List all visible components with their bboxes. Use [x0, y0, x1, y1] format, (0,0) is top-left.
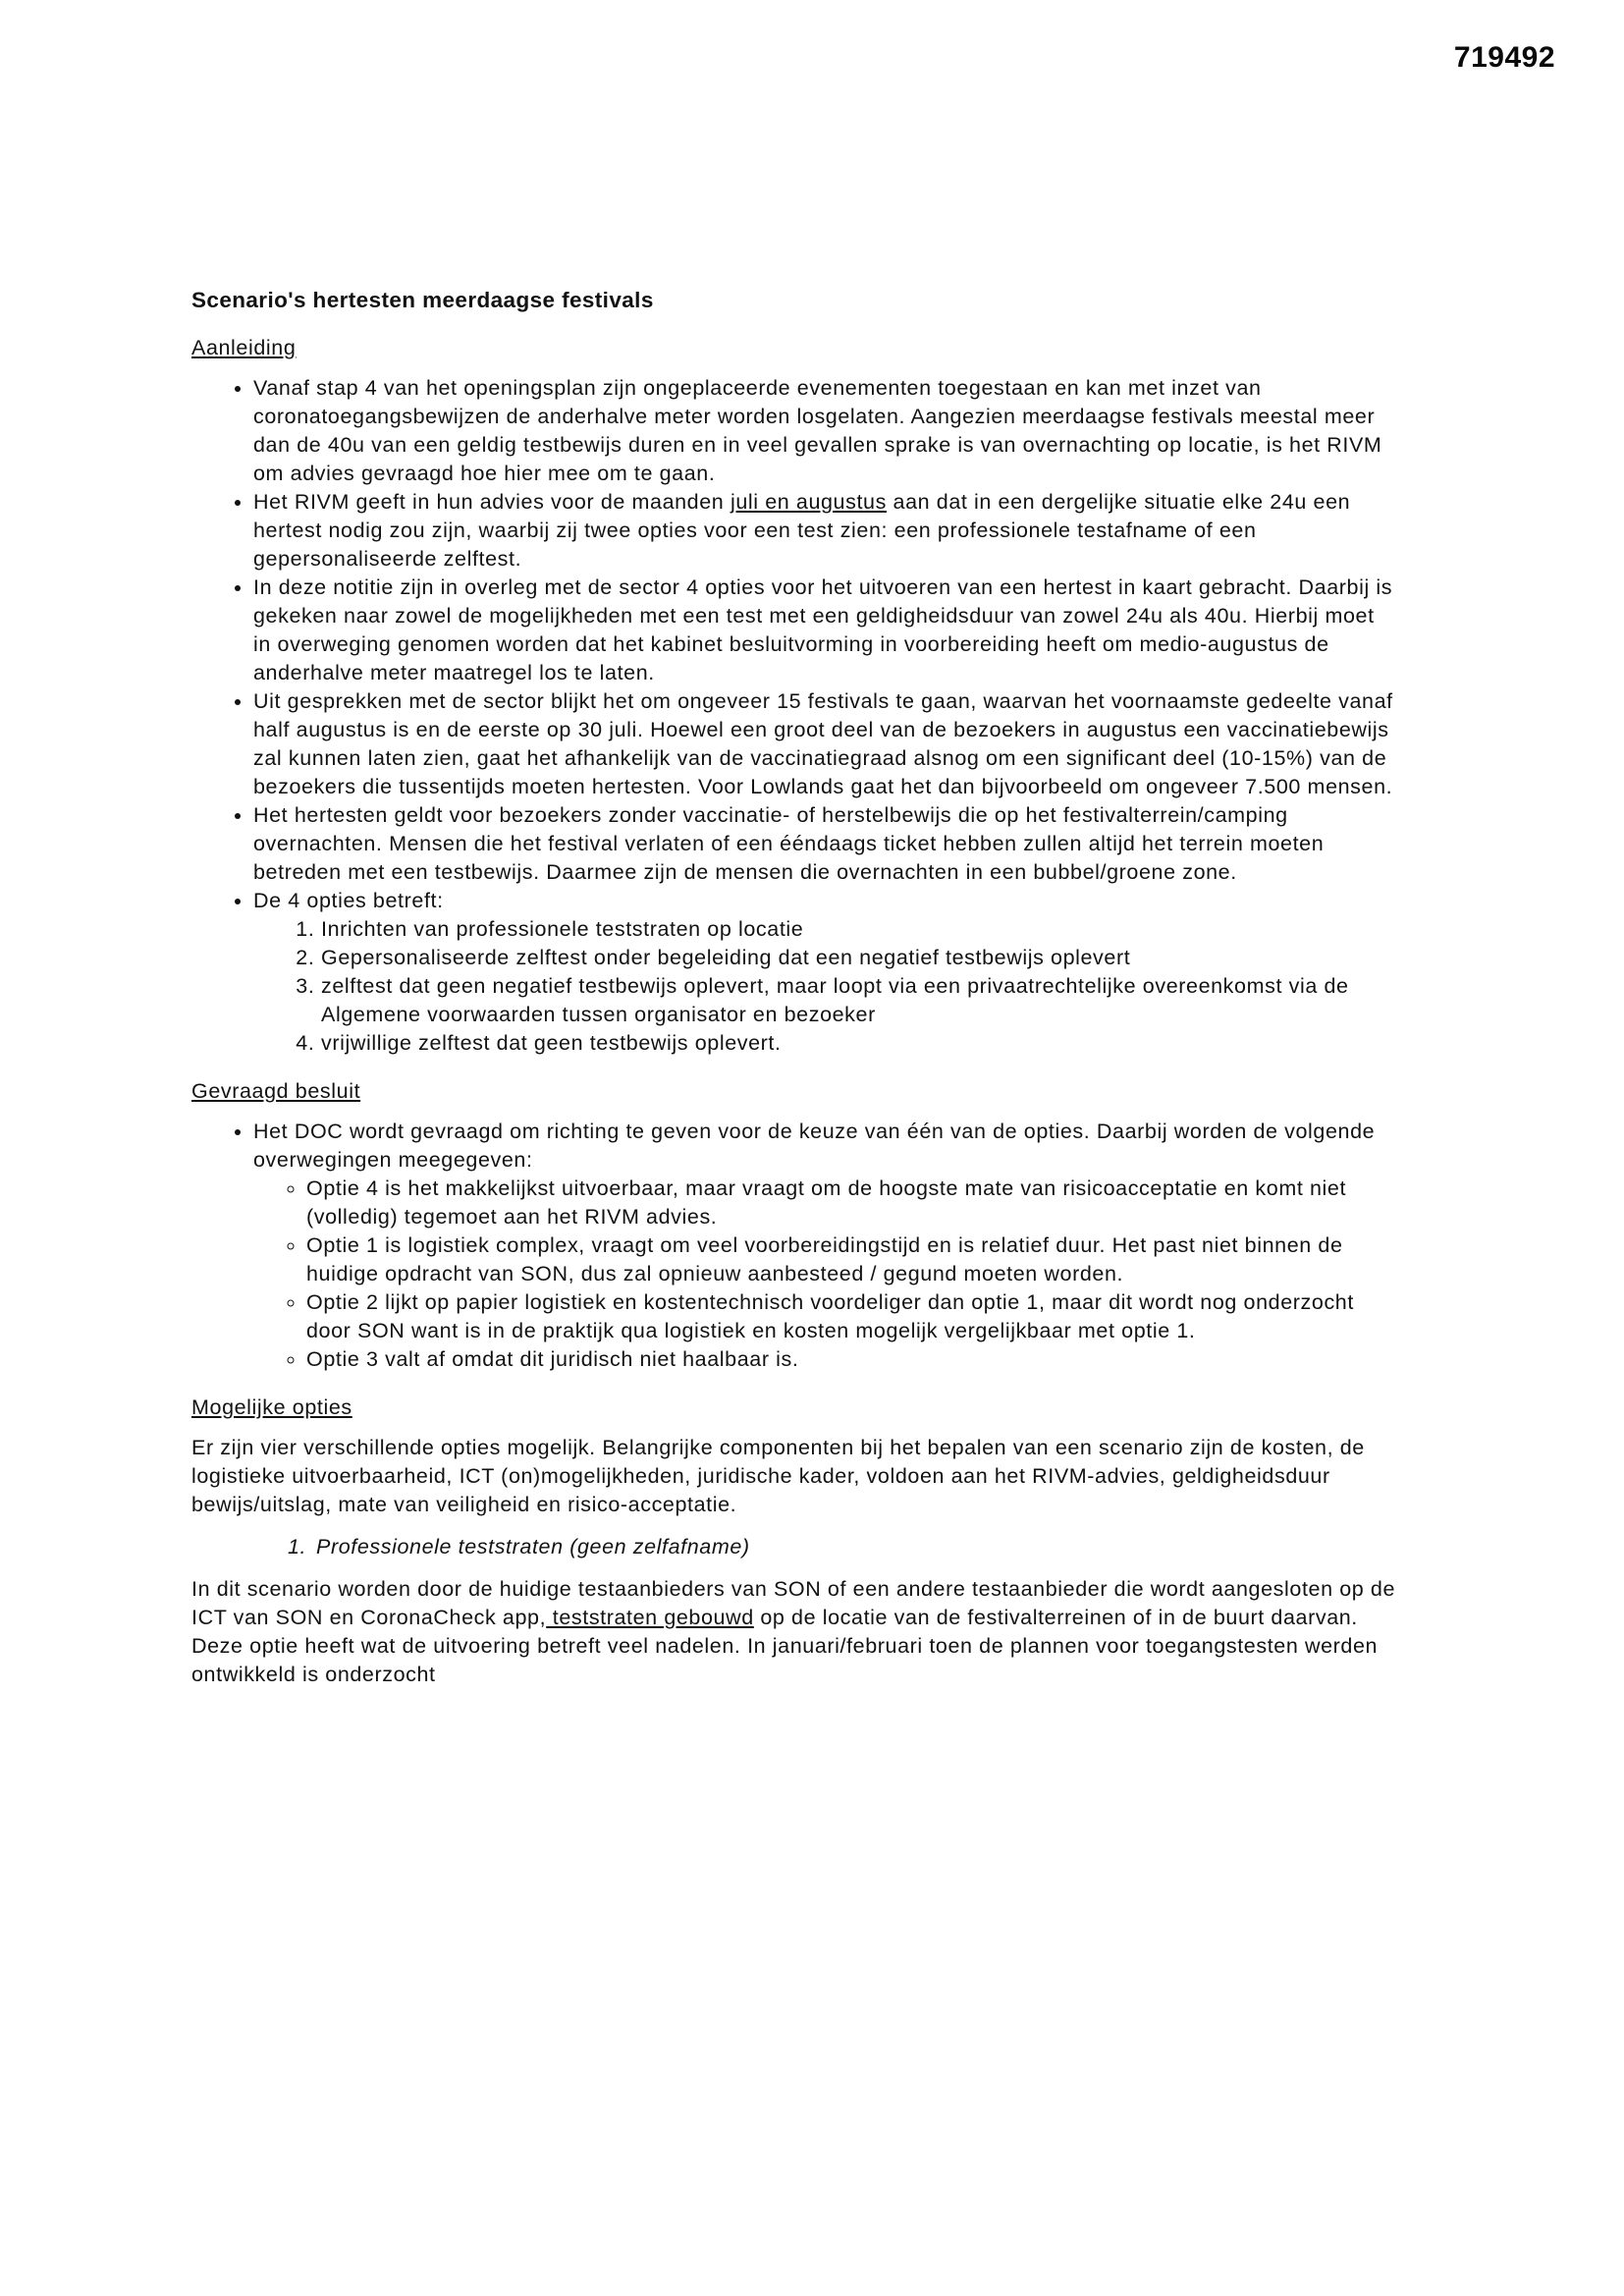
- bullet-item: [253, 488, 1396, 574]
- option-1-subheading: [191, 1533, 1396, 1561]
- section-heading-gevraagd-besluit: Gevraagd besluit: [191, 1079, 361, 1103]
- underlined-text: teststraten gebouwd: [546, 1606, 754, 1629]
- bullet-item: • Uit gesprekken met de sector blijkt het om ongeveer 15 festivals te gaan, waarvan het voornaamste gedeelte vanaf half augustus is en de eerste op 30 juli. Hoewel een groot deel van de bezoekers in augustus een vaccinatiebewijs zal kunnen laten zien, gaat het afhankelijk van de vaccinatiegraad alsnog om een significant deel (10-15%) van de bezoekers die tussentijds moeten hertesten. Voor Lowlands gaat het dan bijvoorbeeld om ongeveer 7.500 mensen.: [253, 687, 1396, 801]
- aanleiding-bullet-list: [191, 374, 1396, 1058]
- numbered-item: 1. Inrichten van professionele teststraten op locatie: [321, 915, 1396, 944]
- options-numbered-list: [253, 915, 1396, 1058]
- bullet-item: • In deze notitie zijn in overleg met de sector 4 opties voor het uitvoeren van een hertest in kaart gebracht. Daarbij is gekeken naar zowel de mogelijkheden met een test met een geldigheidsduur van zowel 24u als 40u. Hierbij moet in overweging genomen worden dat het kabinet besluitvorming in voorbereiding heeft om medio-augustus de anderhalve meter maatregel los te laten.: [253, 574, 1396, 687]
- circle-item: ◦ Optie 4 is het makkelijkst uitvoerbaar, maar vraagt om de hoogste mate van risicoacceptatie en komt niet (volledig) tegemoet aan het RIVM advies.: [306, 1175, 1396, 1231]
- numbered-item: 4. vrijwillige zelftest dat geen testbewijs oplevert.: [321, 1029, 1396, 1058]
- bullet-item: [253, 1118, 1396, 1374]
- bullet-text-segment: Het DOC wordt gevraagd om richting te geven voor de keuze van één van de opties. Daarbij worden de volgende overwegingen meegegeven:: [253, 1120, 1376, 1172]
- bullet-text-segment: aan dat in een dergelijke situatie elke 24u een hertest nodig zou zijn, waarbij zij twee opties voor een test zien: een professionele testafname of een gepersonaliseerde zelftest.: [253, 490, 1351, 571]
- underlined-text: juli en augustus: [730, 490, 887, 514]
- paragraph-segment: In dit scenario worden door de huidige testaanbieders van SON of een andere testaanbieder die wordt aangesloten op de ICT van SON en CoronaCheck app,: [191, 1577, 1396, 1629]
- bullet-item: • Vanaf stap 4 van het openingsplan zijn ongeplaceerde evenementen toegestaan en kan met inzet van coronatoegangsbewijzen de anderhalve meter worden losgelaten. Aangezien meerdaagse festivals meestal meer dan de 40u van een geldig testbewijs duren en in veel gevallen sprake is van overnachting op locatie, is het RIVM om advies gevraagd hoe hier mee om te gaan.: [253, 374, 1396, 488]
- mogelijke-opties-intro: Er zijn vier verschillende opties mogelijk. Belangrijke componenten bij het bepalen van een scenario zijn de kosten, de logistieke uitvoerbaarheid, ICT (on)mogelijkheden, juridische kader, voldoen aan het RIVM-advies, geldigheidsduur bewijs/uitslag, mate van veiligheid en risico-acceptatie.: [191, 1436, 1365, 1516]
- bullet-item: [253, 887, 1396, 1058]
- circle-item: ◦ Optie 2 lijkt op papier logistiek en kostentechnisch voordeliger dan optie 1, maar dit wordt nog onderzocht door SON want is in de praktijk qua logistiek en kosten mogelijk vergelijkbaar met optie 1.: [306, 1288, 1396, 1345]
- document-title: Scenario's hertesten meerdaagse festivals: [191, 288, 654, 312]
- paragraph-segment: op de locatie van de festivalterreinen of in de buurt daarvan. Deze optie heeft wat de uitvoering betreft veel nadelen. In januari/februari toen de plannen voor toegangstesten werden ontwikkeld is onderzocht: [191, 1606, 1379, 1686]
- option-1-number: 1.: [288, 1535, 307, 1558]
- section-heading-mogelijke-opties: Mogelijke opties: [191, 1395, 352, 1419]
- circle-item: ◦ Optie 3 valt af omdat dit juridisch niet haalbaar is.: [306, 1345, 1396, 1374]
- option-1-title: Professionele teststraten (geen zelfafname): [316, 1535, 750, 1558]
- numbered-item: 3. zelftest dat geen negatief testbewijs oplevert, maar loopt via een privaatrechtelijke overeenkomst via de Algemene voorwaarden tussen organisator en bezoeker: [321, 972, 1396, 1029]
- gevraagd-besluit-bullet-list: [191, 1118, 1396, 1374]
- overwegingen-list: [253, 1175, 1396, 1374]
- page-number: 719492: [1453, 41, 1555, 74]
- bullet-item: • Het hertesten geldt voor bezoekers zonder vaccinatie- of herstelbewijs die op het festivalterrein/camping overnachten. Mensen die het festival verlaten of een ééndaags ticket hebben zullen altijd het terrein moeten betreden met een testbewijs. Daarmee zijn de mensen die overnachten in een bubbel/groene zone.: [253, 801, 1396, 887]
- bullet-text-segment: De 4 opties betreft:: [253, 889, 444, 912]
- section-heading-aanleiding: Aanleiding: [191, 336, 297, 359]
- circle-item: ◦ Optie 1 is logistiek complex, vraagt om veel voorbereidingstijd en is relatief duur. Het past niet binnen de huidige opdracht van SON, dus zal opnieuw aanbesteed / gegund moeten worden.: [306, 1231, 1396, 1288]
- numbered-item: 2. Gepersonaliseerde zelftest onder begeleiding dat een negatief testbewijs oplevert: [321, 944, 1396, 972]
- bullet-text-segment: Het RIVM geeft in hun advies voor de maanden: [253, 490, 731, 514]
- option-1-paragraph: [191, 1575, 1396, 1689]
